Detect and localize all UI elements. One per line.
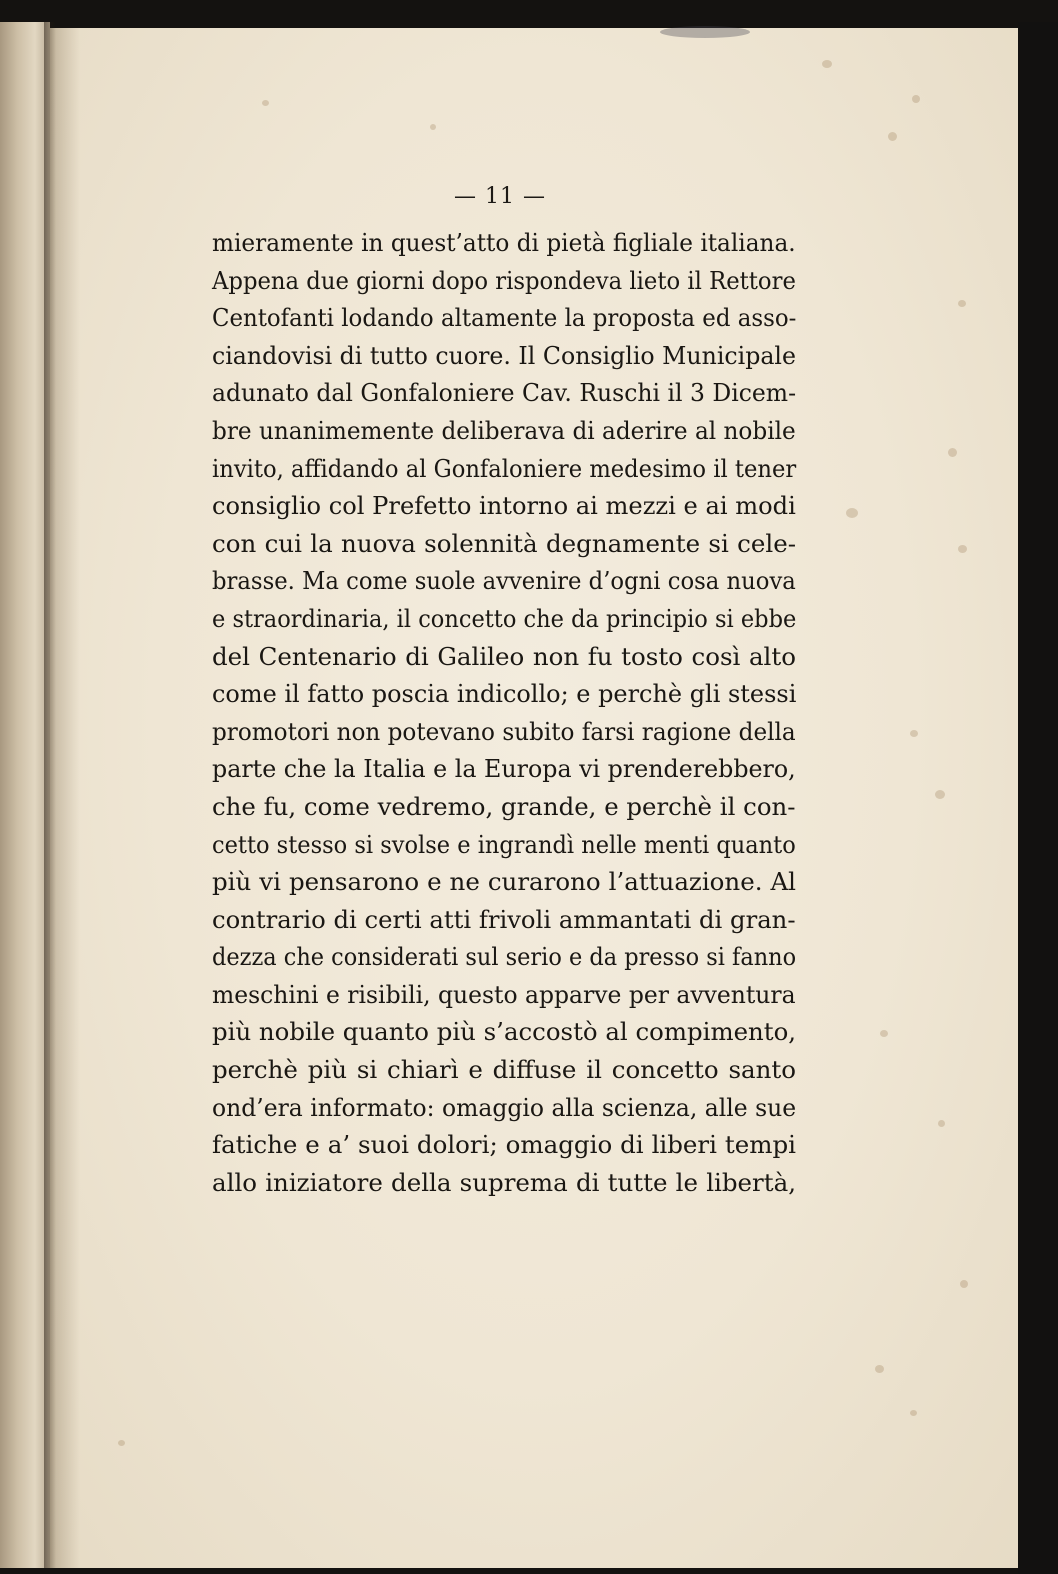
text-line: che fu, come vedremo, grande, e perchè il con- — [212, 791, 796, 821]
foxing-spot — [938, 1120, 945, 1127]
text-line: contrario di certi atti frivoli ammantati di gran- — [212, 904, 796, 934]
page-gutter-shading — [50, 28, 80, 1568]
foxing-spot — [910, 1410, 917, 1416]
text-line: e straordinaria, il concetto che da principio si ebbe — [212, 603, 797, 633]
dark-background-edge — [1018, 22, 1058, 1574]
text-line: brasse. Ma come suole avvenire d’ogni cosa nuova — [212, 566, 796, 596]
text-line: invito, affidando al Gonfaloniere medesimo il tener — [212, 453, 797, 483]
foxing-spot — [958, 300, 966, 307]
foxing-spot — [822, 60, 832, 68]
text-line: perchè più si chiarì e diffuse il concetto santo — [212, 1055, 796, 1085]
foxing-spot — [958, 545, 967, 553]
foxing-spot — [880, 1030, 888, 1037]
text-line: bre unanimemente deliberava di aderire al nobile — [212, 415, 796, 445]
text-line: Appena due giorni dopo rispondeva lieto il Rettore — [212, 265, 796, 295]
foxing-spot — [912, 95, 920, 103]
foxing-spot — [118, 1440, 125, 1446]
page-number: — 11 — — [454, 184, 546, 209]
foxing-spot — [875, 1365, 884, 1373]
foxing-spot — [910, 730, 918, 737]
top-edge-smudge — [660, 26, 750, 38]
text-line: parte che la Italia e la Europa vi prenderebbero, — [212, 754, 796, 784]
text-line: fatiche e a’ suoi dolori; omaggio di liberi tempi — [212, 1130, 796, 1160]
text-line: mieramente in quest’atto di pietà figliale italiana. — [212, 228, 796, 257]
foxing-spot — [430, 124, 436, 130]
text-line: meschini e risibili, questo apparve per avventura — [212, 979, 796, 1009]
body-text — [212, 224, 796, 1201]
text-line: adunato dal Gonfaloniere Cav. Ruschi il 3 Dicem- — [212, 378, 797, 408]
text-line: ciandovisi di tutto cuore. Il Consiglio Municipale — [212, 340, 797, 370]
foxing-spot — [262, 100, 269, 106]
text-line: Centofanti lodando altamente la proposta ed asso- — [212, 303, 797, 333]
text-line: ond’era informato: omaggio alla scienza, alle sue — [212, 1092, 797, 1122]
text-line: del Centenario di Galileo non fu tosto così alto — [212, 641, 796, 671]
text-line: più vi pensarono e ne curarono l’attuazione. Al — [212, 867, 796, 897]
text-line: consiglio col Prefetto intorno ai mezzi e ai modi — [212, 491, 796, 521]
foxing-spot — [948, 448, 957, 457]
text-line: con cui la nuova solennità degnamente si cele- — [212, 528, 796, 558]
text-line: dezza che considerati sul serio e da presso si fanno — [212, 942, 797, 972]
text-line: più nobile quanto più s’accostò al compimento, — [212, 1017, 797, 1047]
foxing-spot — [888, 132, 897, 141]
foxing-spot — [846, 508, 858, 518]
text-line: come il fatto poscia indicollo; e perchè gli stessi — [212, 679, 797, 709]
text-line: promotori non potevano subito farsi ragione della — [212, 716, 796, 746]
foxing-spot — [935, 790, 945, 799]
text-line: cetto stesso si svolse e ingrandì nelle menti quanto — [212, 829, 796, 859]
facing-page-edge — [0, 22, 50, 1568]
text-line: allo iniziatore della suprema di tutte le libertà, — [212, 1167, 796, 1197]
foxing-spot — [960, 1280, 968, 1288]
